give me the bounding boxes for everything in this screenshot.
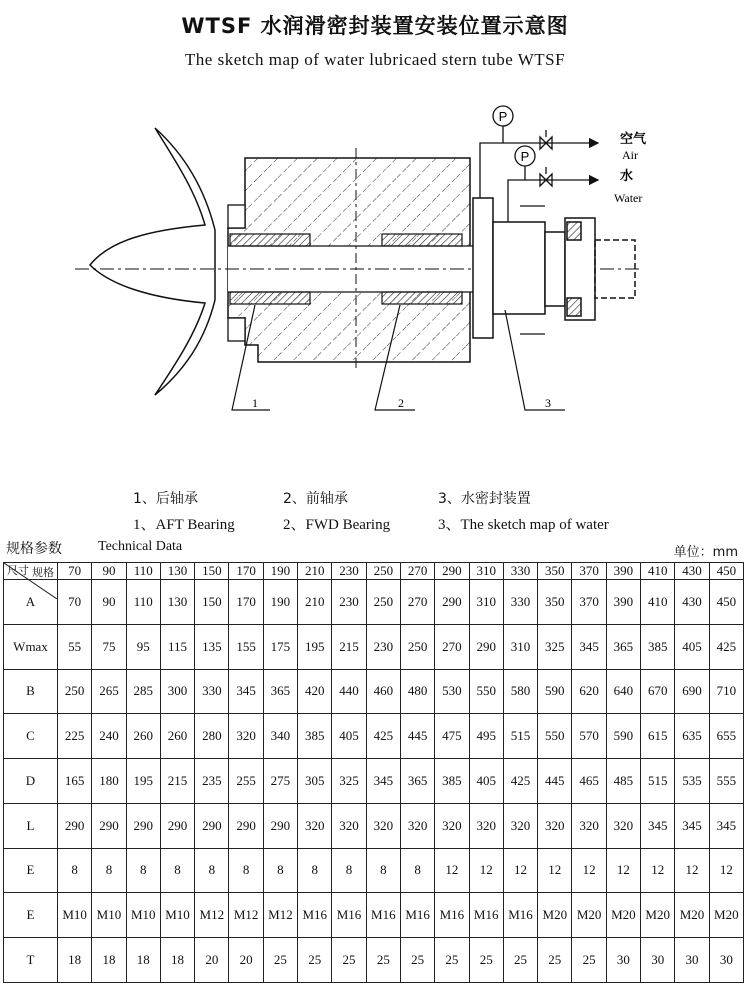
table-cell: 25 — [263, 938, 297, 983]
table-cell: 590 — [538, 669, 572, 714]
table-cell: 385 — [298, 714, 332, 759]
table-cell: 710 — [709, 669, 743, 714]
table-cell: 150 — [195, 580, 229, 625]
table-cell: 350 — [538, 580, 572, 625]
table-cell: 390 — [606, 580, 640, 625]
table-cell: 345 — [641, 803, 675, 848]
table-cell: 95 — [126, 624, 160, 669]
table-cell: 8 — [160, 848, 194, 893]
table-cell: 495 — [469, 714, 503, 759]
table-cell: 210 — [298, 580, 332, 625]
spec-header-cell: 190 — [263, 563, 297, 580]
table-cell: 320 — [229, 714, 263, 759]
corner-dim-label: 尺寸 — [7, 564, 29, 577]
table-cell: 290 — [229, 803, 263, 848]
table-cell: 12 — [709, 848, 743, 893]
spec-header-cell: 250 — [366, 563, 400, 580]
table-cell: 370 — [572, 580, 606, 625]
spec-header-cell: 150 — [195, 563, 229, 580]
row-label: A — [4, 580, 58, 625]
table-header-row — [4, 563, 744, 580]
legend-1-en: 1、AFT Bearing — [133, 517, 235, 533]
water-label-en: Water — [614, 191, 643, 205]
table-cell: 135 — [195, 624, 229, 669]
table-cell: 480 — [400, 669, 434, 714]
table-cell: 345 — [229, 669, 263, 714]
table-cell: 310 — [469, 580, 503, 625]
row-label: Wmax — [4, 624, 58, 669]
table-cell: 165 — [58, 759, 92, 804]
table-cell: 190 — [263, 580, 297, 625]
table-cell: 8 — [332, 848, 366, 893]
table-cell: 310 — [503, 624, 537, 669]
propeller — [90, 128, 215, 395]
table-cell: 250 — [366, 580, 400, 625]
table-cell: 285 — [126, 669, 160, 714]
technical-data-label-en: Technical Data — [98, 539, 183, 554]
table-cell: 635 — [675, 714, 709, 759]
table-cell: 320 — [572, 803, 606, 848]
table-cell: 550 — [469, 669, 503, 714]
table-cell: 30 — [641, 938, 675, 983]
table-cell: 290 — [435, 580, 469, 625]
table-cell: 250 — [400, 624, 434, 669]
table-row — [4, 803, 744, 848]
table-cell: 590 — [606, 714, 640, 759]
table-cell: 8 — [298, 848, 332, 893]
table-cell: 420 — [298, 669, 332, 714]
table-row — [4, 893, 744, 938]
table-cell: 485 — [606, 759, 640, 804]
spec-header-cell: 390 — [606, 563, 640, 580]
table-cell: 515 — [503, 714, 537, 759]
table-cell: 175 — [263, 624, 297, 669]
technical-data-table — [3, 562, 744, 983]
table-cell: 330 — [195, 669, 229, 714]
svg-text:P: P — [498, 109, 508, 124]
spec-header-cell: 410 — [641, 563, 675, 580]
air-label-en: Air — [622, 148, 638, 162]
spec-header-cell: 430 — [675, 563, 709, 580]
table-cell: 170 — [229, 580, 263, 625]
svg-text:P: P — [520, 149, 530, 164]
table-cell: 320 — [435, 803, 469, 848]
table-cell: 18 — [160, 938, 194, 983]
table-cell: 450 — [709, 580, 743, 625]
table-cell: M16 — [503, 893, 537, 938]
table-cell: 290 — [469, 624, 503, 669]
table-cell: 405 — [332, 714, 366, 759]
table-cell: 155 — [229, 624, 263, 669]
table-cell: 365 — [606, 624, 640, 669]
table-row — [4, 938, 744, 983]
table-cell: 30 — [709, 938, 743, 983]
table-cell: 90 — [92, 580, 126, 625]
table-cell: 130 — [160, 580, 194, 625]
spec-header-cell: 110 — [126, 563, 160, 580]
table-cell: 320 — [366, 803, 400, 848]
table-cell: 475 — [435, 714, 469, 759]
row-label: B — [4, 669, 58, 714]
spec-header-cell: 210 — [298, 563, 332, 580]
table-cell: M12 — [229, 893, 263, 938]
table-cell: 25 — [400, 938, 434, 983]
table-cell: 290 — [160, 803, 194, 848]
table-cell: M20 — [709, 893, 743, 938]
table-cell: 410 — [641, 580, 675, 625]
table-cell: 20 — [229, 938, 263, 983]
table-cell: 305 — [298, 759, 332, 804]
table-cell: 110 — [126, 580, 160, 625]
table-row — [4, 759, 744, 804]
spec-header-cell: 230 — [332, 563, 366, 580]
table-cell: M16 — [298, 893, 332, 938]
table-cell: 8 — [366, 848, 400, 893]
table-cell: 345 — [675, 803, 709, 848]
table-cell: 340 — [263, 714, 297, 759]
table-cell: M10 — [126, 893, 160, 938]
table-cell: 12 — [503, 848, 537, 893]
table-cell: 320 — [606, 803, 640, 848]
table-cell: M16 — [435, 893, 469, 938]
table-cell: 320 — [503, 803, 537, 848]
table-cell: 12 — [675, 848, 709, 893]
table-cell: 550 — [538, 714, 572, 759]
pressure-gauge-water — [515, 146, 535, 166]
table-cell: 195 — [126, 759, 160, 804]
table-cell: 405 — [675, 624, 709, 669]
row-label: L — [4, 803, 58, 848]
table-cell: 425 — [503, 759, 537, 804]
table-row — [4, 669, 744, 714]
table-cell: 275 — [263, 759, 297, 804]
table-cell: 365 — [400, 759, 434, 804]
page-subtitle: The sketch map of water lubricaed stern tube WTSF — [184, 50, 566, 69]
spec-header-cell: 370 — [572, 563, 606, 580]
table-cell: 445 — [400, 714, 434, 759]
table-cell: 115 — [160, 624, 194, 669]
table-cell: 555 — [709, 759, 743, 804]
table-cell: 325 — [332, 759, 366, 804]
callout-2: 2 — [398, 396, 404, 410]
legend-2-en: 2、FWD Bearing — [283, 517, 391, 533]
spec-header-cell: 330 — [503, 563, 537, 580]
table-cell: 265 — [92, 669, 126, 714]
table-cell: 255 — [229, 759, 263, 804]
table-cell: 330 — [503, 580, 537, 625]
table-cell: 12 — [641, 848, 675, 893]
table-cell: M20 — [641, 893, 675, 938]
table-cell: 465 — [572, 759, 606, 804]
table-cell: 260 — [126, 714, 160, 759]
spec-header-cell: 70 — [58, 563, 92, 580]
table-cell: 20 — [195, 938, 229, 983]
table-cell: 55 — [58, 624, 92, 669]
table-cell: M20 — [606, 893, 640, 938]
table-cell: 30 — [675, 938, 709, 983]
spec-header-cell: 310 — [469, 563, 503, 580]
spec-header-cell: 450 — [709, 563, 743, 580]
table-cell: 12 — [572, 848, 606, 893]
table-cell: 290 — [126, 803, 160, 848]
table-row — [4, 848, 744, 893]
table-cell: 345 — [709, 803, 743, 848]
table-cell: 25 — [572, 938, 606, 983]
table-cell: 430 — [675, 580, 709, 625]
table-row — [4, 580, 744, 625]
table-cell: 8 — [126, 848, 160, 893]
table-cell: 300 — [160, 669, 194, 714]
table-cell: 8 — [58, 848, 92, 893]
page-title: WTSF 水润滑密封装置安装位置示意图 — [181, 14, 569, 38]
table-cell: 385 — [641, 624, 675, 669]
table-cell: 515 — [641, 759, 675, 804]
table-cell: 12 — [606, 848, 640, 893]
table-cell: 270 — [400, 580, 434, 625]
table-cell: 345 — [366, 759, 400, 804]
row-label: D — [4, 759, 58, 804]
table-cell: M10 — [160, 893, 194, 938]
table-cell: 615 — [641, 714, 675, 759]
table-cell: 235 — [195, 759, 229, 804]
table-cell: 25 — [332, 938, 366, 983]
spec-header-cell: 350 — [538, 563, 572, 580]
table-cell: M20 — [538, 893, 572, 938]
table-cell: 25 — [298, 938, 332, 983]
callout-1: 1 — [252, 396, 258, 410]
table-cell: 12 — [538, 848, 572, 893]
table-row — [4, 624, 744, 669]
table-cell: 320 — [469, 803, 503, 848]
table-cell: 530 — [435, 669, 469, 714]
table-cell: 290 — [58, 803, 92, 848]
table-cell: 570 — [572, 714, 606, 759]
legend-2-cn: 2、前轴承 — [283, 491, 348, 507]
table-cell: 195 — [298, 624, 332, 669]
table-cell: 25 — [469, 938, 503, 983]
table-cell: 270 — [435, 624, 469, 669]
table-cell: M10 — [58, 893, 92, 938]
table-cell: 12 — [435, 848, 469, 893]
table-corner-cell — [4, 563, 58, 580]
table-cell: 215 — [160, 759, 194, 804]
table-cell: 290 — [92, 803, 126, 848]
table-cell: 385 — [435, 759, 469, 804]
table-cell: 230 — [366, 624, 400, 669]
table-cell: 18 — [92, 938, 126, 983]
stern-tube-sketch — [0, 95, 750, 425]
table-cell: 320 — [332, 803, 366, 848]
table-cell: 8 — [229, 848, 263, 893]
table-cell: 440 — [332, 669, 366, 714]
corner-spec-label: 规格 — [32, 566, 54, 579]
table-cell: 320 — [298, 803, 332, 848]
table-cell: 425 — [366, 714, 400, 759]
table-cell: 690 — [675, 669, 709, 714]
spec-header-cell: 130 — [160, 563, 194, 580]
table-cell: 320 — [400, 803, 434, 848]
table-cell: M12 — [195, 893, 229, 938]
legend-3-cn: 3、水密封装置 — [438, 491, 531, 507]
table-cell: 70 — [58, 580, 92, 625]
callout-3: 3 — [545, 396, 551, 410]
technical-data-label-cn: 规格参数 — [6, 541, 62, 557]
table-cell: 25 — [503, 938, 537, 983]
table-cell: 8 — [263, 848, 297, 893]
table-cell: 670 — [641, 669, 675, 714]
table-cell: 25 — [538, 938, 572, 983]
table-cell: 30 — [606, 938, 640, 983]
table-cell: M20 — [572, 893, 606, 938]
table-cell: 425 — [709, 624, 743, 669]
table-cell: 405 — [469, 759, 503, 804]
row-label: E — [4, 848, 58, 893]
table-cell: 8 — [195, 848, 229, 893]
table-cell: 250 — [58, 669, 92, 714]
table-cell: 445 — [538, 759, 572, 804]
table-cell: 325 — [538, 624, 572, 669]
table-cell: 320 — [538, 803, 572, 848]
table-cell: 460 — [366, 669, 400, 714]
spec-header-cell: 290 — [435, 563, 469, 580]
table-cell: M16 — [469, 893, 503, 938]
table-cell: M20 — [675, 893, 709, 938]
table-cell: 260 — [160, 714, 194, 759]
table-cell: M10 — [92, 893, 126, 938]
table-cell: 215 — [332, 624, 366, 669]
row-label: T — [4, 938, 58, 983]
table-cell: 75 — [92, 624, 126, 669]
table-cell: M16 — [366, 893, 400, 938]
water-label-cn: 水 — [620, 169, 634, 184]
water-seal-assembly — [473, 198, 635, 338]
legend-1-cn: 1、后轴承 — [133, 491, 198, 507]
table-cell: 365 — [263, 669, 297, 714]
table-cell: 25 — [366, 938, 400, 983]
legend-3-en: 3、The sketch map of water — [438, 517, 609, 533]
table-row — [4, 714, 744, 759]
table-cell: 8 — [400, 848, 434, 893]
table-cell: 620 — [572, 669, 606, 714]
row-label: C — [4, 714, 58, 759]
table-cell: M16 — [332, 893, 366, 938]
table-cell: 290 — [263, 803, 297, 848]
table-cell: 12 — [469, 848, 503, 893]
table-cell: M16 — [400, 893, 434, 938]
air-label-cn: 空气 — [620, 132, 647, 147]
table-cell: 535 — [675, 759, 709, 804]
row-label: E — [4, 893, 58, 938]
table-cell: 25 — [435, 938, 469, 983]
table-cell: 180 — [92, 759, 126, 804]
table-cell: 290 — [195, 803, 229, 848]
table-cell: 345 — [572, 624, 606, 669]
table-cell: 8 — [92, 848, 126, 893]
spec-header-cell: 270 — [400, 563, 434, 580]
unit-label: 单位：mm — [673, 545, 738, 560]
table-cell: 18 — [58, 938, 92, 983]
spec-header-cell: 170 — [229, 563, 263, 580]
table-cell: 655 — [709, 714, 743, 759]
table-cell: 240 — [92, 714, 126, 759]
pressure-gauge-air — [493, 106, 513, 126]
table-cell: 18 — [126, 938, 160, 983]
table-cell: 640 — [606, 669, 640, 714]
table-cell: 225 — [58, 714, 92, 759]
table-cell: 230 — [332, 580, 366, 625]
spec-header-cell: 90 — [92, 563, 126, 580]
table-cell: 580 — [503, 669, 537, 714]
table-cell: 280 — [195, 714, 229, 759]
table-cell: M12 — [263, 893, 297, 938]
